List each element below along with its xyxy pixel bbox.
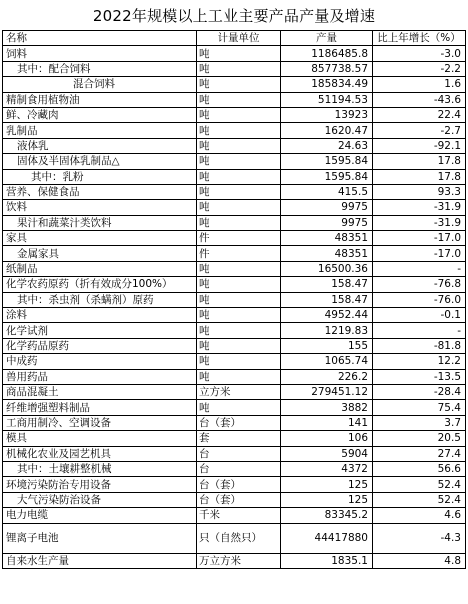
unit-cell: 台: [197, 446, 281, 461]
unit-cell: 吨: [197, 184, 281, 199]
growth-cell: 12.2: [373, 354, 466, 369]
header-name: 名称: [3, 31, 197, 46]
growth-cell: 20.5: [373, 431, 466, 446]
product-name-cell: 化学试剂: [3, 323, 197, 338]
output-cell: 5904: [281, 446, 373, 461]
output-cell: 125: [281, 477, 373, 492]
product-name-cell: 精制食用植物油: [3, 92, 197, 107]
growth-cell: 75.4: [373, 400, 466, 415]
unit-cell: 吨: [197, 292, 281, 307]
growth-cell: -3.0: [373, 46, 466, 61]
growth-cell: -43.6: [373, 92, 466, 107]
growth-cell: -13.5: [373, 369, 466, 384]
output-cell: 9975: [281, 200, 373, 215]
unit-cell: 吨: [197, 169, 281, 184]
output-cell: 226.2: [281, 369, 373, 384]
product-name-cell: 化学药品原药: [3, 338, 197, 353]
product-name-cell: 机械化农业及园艺机具: [3, 446, 197, 461]
output-cell: 1835.1: [281, 553, 373, 568]
product-name-cell: 其中：配合饲料: [3, 61, 197, 76]
table-row: [3, 308, 466, 323]
product-name-cell: 其中：土壤耕整机械: [3, 461, 197, 476]
output-cell: 13923: [281, 107, 373, 122]
table-row: [3, 231, 466, 246]
output-cell: 158.47: [281, 292, 373, 307]
output-cell: 24.63: [281, 138, 373, 153]
unit-cell: 只（自然只）: [197, 523, 281, 553]
table-body: [3, 46, 466, 569]
product-name-cell: 环境污染防治专用设备: [3, 477, 197, 492]
product-name-cell: 果汁和蔬菜汁类饮料: [3, 215, 197, 230]
growth-cell: -28.4: [373, 384, 466, 399]
table-row: [3, 415, 466, 430]
table-row: [3, 477, 466, 492]
output-cell: 1620.47: [281, 123, 373, 138]
unit-cell: 件: [197, 246, 281, 261]
unit-cell: 套: [197, 431, 281, 446]
growth-cell: -31.9: [373, 200, 466, 215]
unit-cell: 台: [197, 461, 281, 476]
output-cell: 857738.57: [281, 61, 373, 76]
product-name-cell: 固体及半固体乳制品△: [3, 154, 197, 169]
table-row: [3, 384, 466, 399]
header-output: 产量: [281, 31, 373, 46]
output-cell: 48351: [281, 231, 373, 246]
unit-cell: 吨: [197, 123, 281, 138]
growth-cell: -76.8: [373, 277, 466, 292]
table-row: [3, 154, 466, 169]
output-cell: 415.5: [281, 184, 373, 199]
unit-cell: 吨: [197, 154, 281, 169]
product-name-cell: 纸制品: [3, 261, 197, 276]
product-name-cell: 饲料: [3, 46, 197, 61]
product-name-cell: 其中：乳粉: [3, 169, 197, 184]
table-row: [3, 261, 466, 276]
header-growth: 比上年增长（%）: [373, 31, 466, 46]
product-name-cell: 模具: [3, 431, 197, 446]
growth-cell: 1.6: [373, 77, 466, 92]
output-cell: 51194.53: [281, 92, 373, 107]
output-cell: 185834.49: [281, 77, 373, 92]
unit-cell: 吨: [197, 308, 281, 323]
table-row: [3, 338, 466, 353]
table-row: [3, 446, 466, 461]
table-row: [3, 323, 466, 338]
growth-cell: -2.7: [373, 123, 466, 138]
growth-cell: 52.4: [373, 477, 466, 492]
product-name-cell: 兽用药品: [3, 369, 197, 384]
table-row: [3, 508, 466, 523]
table-row: [3, 523, 466, 553]
product-name-cell: 家具: [3, 231, 197, 246]
unit-cell: 台（套）: [197, 477, 281, 492]
product-name-cell: 乳制品: [3, 123, 197, 138]
output-cell: 1595.84: [281, 169, 373, 184]
unit-cell: 吨: [197, 92, 281, 107]
table-row: [3, 46, 466, 61]
output-cell: 4372: [281, 461, 373, 476]
product-name-cell: 电力电缆: [3, 508, 197, 523]
output-cell: 9975: [281, 215, 373, 230]
product-name-cell: 纤维增强塑料制品: [3, 400, 197, 415]
output-cell: 4952.44: [281, 308, 373, 323]
table-row: [3, 354, 466, 369]
product-name-cell: 饮料: [3, 200, 197, 215]
growth-cell: 27.4: [373, 446, 466, 461]
product-name-cell: 中成药: [3, 354, 197, 369]
table-row: [3, 277, 466, 292]
product-name-cell: 锂离子电池: [3, 523, 197, 553]
output-cell: 125: [281, 492, 373, 507]
unit-cell: 吨: [197, 338, 281, 353]
table-row: [3, 553, 466, 568]
growth-cell: 3.7: [373, 415, 466, 430]
growth-cell: -17.0: [373, 231, 466, 246]
table-row: [3, 246, 466, 261]
product-name-cell: 工商用制冷、空调设备: [3, 415, 197, 430]
table-title: 2022年规模以上工业主要产品产量及增速: [92, 7, 376, 25]
growth-cell: 22.4: [373, 107, 466, 122]
unit-cell: 台（套）: [197, 492, 281, 507]
header-row: [3, 31, 466, 46]
table-row: [3, 215, 466, 230]
output-cell: 1186485.8: [281, 46, 373, 61]
unit-cell: 吨: [197, 46, 281, 61]
growth-cell: -: [373, 323, 466, 338]
output-cell: 48351: [281, 246, 373, 261]
product-name-cell: 商品混凝土: [3, 384, 197, 399]
output-cell: 141: [281, 415, 373, 430]
growth-cell: -17.0: [373, 246, 466, 261]
unit-cell: 吨: [197, 277, 281, 292]
growth-cell: 52.4: [373, 492, 466, 507]
growth-cell: 17.8: [373, 169, 466, 184]
product-name-cell: 鲜、冷藏肉: [3, 107, 197, 122]
table-row: [3, 200, 466, 215]
table-row: [3, 169, 466, 184]
unit-cell: 吨: [197, 323, 281, 338]
output-cell: 155: [281, 338, 373, 353]
output-cell: 1595.84: [281, 154, 373, 169]
output-cell: 83345.2: [281, 508, 373, 523]
table-row: [3, 123, 466, 138]
output-cell: 1065.74: [281, 354, 373, 369]
unit-cell: 万立方米: [197, 553, 281, 568]
output-cell: 16500.36: [281, 261, 373, 276]
output-cell: 1219.83: [281, 323, 373, 338]
growth-cell: -76.0: [373, 292, 466, 307]
unit-cell: 吨: [197, 107, 281, 122]
table-row: [3, 492, 466, 507]
unit-cell: 吨: [197, 215, 281, 230]
growth-cell: 4.6: [373, 508, 466, 523]
growth-cell: 4.8: [373, 553, 466, 568]
growth-cell: -2.2: [373, 61, 466, 76]
table-row: [3, 61, 466, 76]
output-cell: 158.47: [281, 277, 373, 292]
growth-cell: 93.3: [373, 184, 466, 199]
growth-cell: 56.6: [373, 461, 466, 476]
output-cell: 44417880: [281, 523, 373, 553]
growth-cell: 17.8: [373, 154, 466, 169]
growth-cell: -4.3: [373, 523, 466, 553]
product-name-cell: 混合饲料: [3, 77, 197, 92]
table-row: [3, 138, 466, 153]
growth-cell: -81.8: [373, 338, 466, 353]
output-cell: 279451.12: [281, 384, 373, 399]
table-row: [3, 184, 466, 199]
unit-cell: 台（套）: [197, 415, 281, 430]
unit-cell: 吨: [197, 61, 281, 76]
unit-cell: 吨: [197, 400, 281, 415]
unit-cell: 千米: [197, 508, 281, 523]
growth-cell: -: [373, 261, 466, 276]
header-unit: 计量单位: [197, 31, 281, 46]
product-name-cell: 大气污染防治设备: [3, 492, 197, 507]
table-row: [3, 292, 466, 307]
growth-cell: -31.9: [373, 215, 466, 230]
table-row: [3, 400, 466, 415]
table-row: [3, 92, 466, 107]
unit-cell: 吨: [197, 261, 281, 276]
growth-cell: -0.1: [373, 308, 466, 323]
product-name-cell: 营养、保健食品: [3, 184, 197, 199]
unit-cell: 件: [197, 231, 281, 246]
output-cell: 106: [281, 431, 373, 446]
unit-cell: 吨: [197, 77, 281, 92]
product-name-cell: 自来水生产量: [3, 553, 197, 568]
output-cell: 3882: [281, 400, 373, 415]
table-row: [3, 369, 466, 384]
table-row: [3, 107, 466, 122]
table-row: [3, 77, 466, 92]
product-name-cell: 金属家具: [3, 246, 197, 261]
growth-cell: -92.1: [373, 138, 466, 153]
product-name-cell: 化学农药原药（折有效成分100%）: [3, 277, 197, 292]
table-row: [3, 431, 466, 446]
unit-cell: 吨: [197, 138, 281, 153]
table-row: [3, 461, 466, 476]
unit-cell: 吨: [197, 369, 281, 384]
product-name-cell: 涂料: [3, 308, 197, 323]
unit-cell: 吨: [197, 354, 281, 369]
unit-cell: 立方米: [197, 384, 281, 399]
product-name-cell: 其中：杀虫剂（杀螨剂）原药: [3, 292, 197, 307]
product-output-table: [2, 30, 466, 569]
product-name-cell: 液体乳: [3, 138, 197, 153]
unit-cell: 吨: [197, 200, 281, 215]
